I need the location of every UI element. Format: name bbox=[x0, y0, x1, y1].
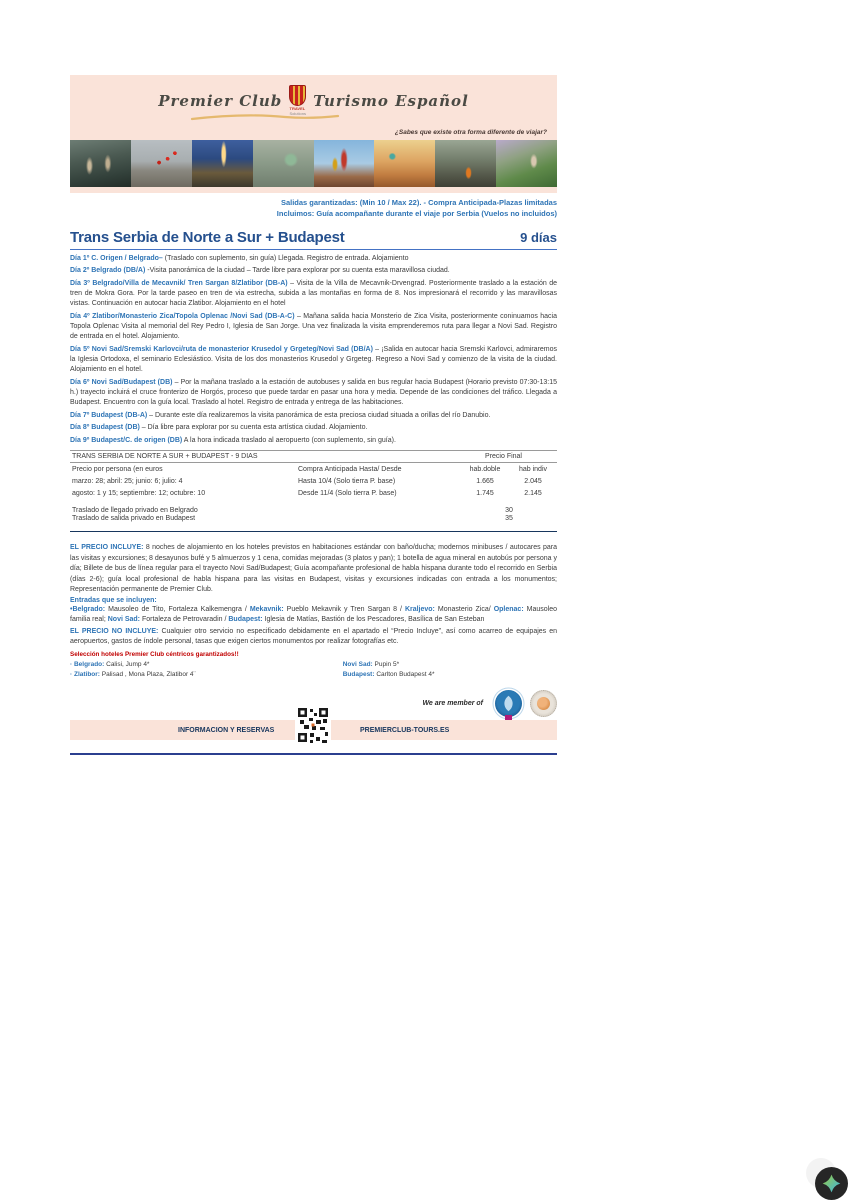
itinerary-day bbox=[70, 279, 557, 309]
price-not-includes-label: EL PRECIO NO INCLUYE: bbox=[70, 627, 159, 635]
entradas-city: Oplenac: bbox=[493, 605, 524, 613]
footer-contact-bar bbox=[70, 720, 557, 740]
section-divider-rule bbox=[70, 531, 557, 532]
photo-green-dome-aerial bbox=[253, 140, 314, 187]
brand-name-left: Premier Club bbox=[158, 91, 283, 110]
entradas-city: Mekavnik: bbox=[249, 605, 284, 613]
entradas-segment bbox=[108, 616, 229, 623]
day-description: – Día libre para explorar por su cuenta esta artística ciudad. Alojamiento. bbox=[139, 424, 368, 432]
itinerary-day bbox=[70, 436, 557, 446]
bottom-blue-rule bbox=[70, 753, 557, 755]
hotel-names: Pupin 5* bbox=[372, 660, 400, 668]
price-row-dates: marzo: 28; abril: 25; junio: 6; julio: 4 bbox=[72, 478, 183, 486]
leaf-icon bbox=[501, 696, 517, 712]
info-reservas-label: INFORMACION Y RESERVAS bbox=[178, 726, 275, 734]
photo-angkor-temple-monks bbox=[435, 140, 496, 187]
entradas-places: Iglesia de Matías, Bastión de los Pescadores, Basílica de San Esteban bbox=[262, 616, 485, 624]
hotel-city: · Belgrado: bbox=[70, 660, 105, 668]
day-heading: Día 9º Budapest/C. de origen (DB) bbox=[70, 437, 183, 444]
entradas-city: Budapest: bbox=[228, 616, 263, 624]
day-description: – Mañana salida hacia Monsterio de Zica Visita, posteriormente coninuamos hacia Topola Oplenac Visita al memorial del Rey Pedro I, Iglesia de San Jorge. Una vez finalizada la visita emprenderemos ruta para llegar a Novi Sad. Registro de entrada en el hotel. Alojamiento. bbox=[70, 312, 557, 341]
price-includes-text: 8 noches de alojamiento en los hoteles previstos en habitaciones estándar con baño/ducha; modernos minibuses / autocares para las visitas y excursiones; 8 desayunos bufé y 5 almuerzos y 1 cena, comidas mejoradas (3 platos y pan); 1 botella de agua mineral en autobús por persona y día; Billete de bus de línea regular para el trayecto Novi Sad/Budapest; Guía acompañante profesional de habla hispana durante todo el recorrido en Serbia (días 2-6); guía local profesional de habla hispana para las visitas en Budapest, visitas y excursiones indicadas con entrada a los monumentos; Representación permanente de Premier Club. bbox=[70, 544, 557, 594]
price-rows bbox=[70, 475, 557, 499]
day-description: – ¡Salida en autocar hacia Sremski Karlovci, admiraremos la Iglesia Ortodoxa, el seminario Eclesiástico. Visita de los dos monasterios Krusedol y Grgeteg. Regreso a Novi Sad y comienzo de la visita de la ciudad. Alojamiento en el hotel. bbox=[70, 345, 558, 374]
entradas-city: Novi Sad: bbox=[107, 616, 141, 624]
photo-hill-church-mountains bbox=[496, 140, 557, 187]
entradas-segment bbox=[228, 616, 484, 623]
itinerary-list bbox=[70, 254, 557, 446]
hotel-line bbox=[343, 660, 557, 670]
qr-code bbox=[295, 703, 331, 747]
notice-line: Incluimos: Guía acompañante durante el viaje por Serbia (Vuelos no incluidos) bbox=[276, 208, 557, 218]
price-row-doble: 1.745 bbox=[476, 490, 494, 498]
day-heading: Día 1º C. Origen / Belgrado– bbox=[70, 254, 163, 262]
price-row-dates: agosto: 1 y 15; septiembre: 12; octubre: 10 bbox=[72, 490, 206, 498]
hotel-city: Novi Sad: bbox=[342, 660, 373, 668]
hotels-left-column bbox=[70, 660, 331, 681]
price-row-compra: Hasta 10/4 (Solo tierra P. base) bbox=[298, 478, 396, 486]
day-heading: Día 3º Belgrado/Villa de Mecavnik/ Tren Sargan 8/Zlatibor (DB-A) bbox=[70, 280, 288, 288]
entradas-city: Kraljevo: bbox=[404, 605, 435, 613]
day-heading: Día 6º Novi Sad/Budapest (DB) bbox=[70, 378, 173, 386]
entradas-segment bbox=[405, 606, 494, 613]
brochure-page bbox=[70, 75, 557, 755]
qr-code-pattern bbox=[296, 704, 330, 746]
day-description: – Por la mañana traslado a la estación de autobuses y salida en bus regular hacia Budapest (Horario previsto 07:30-13:15 h.) trayecto incluirá el cruce fronterizo de Horgós, proceso que puede tardar en pasar una hora y media. Depende de las condiciones del tráfico. Llegada a Budapest. Encuentro con la guía local. Traslado al hotel. Registro de entrada y entrega de las habitaciones. bbox=[70, 378, 557, 407]
entradas-places: Mausoleo familia real; bbox=[70, 605, 558, 624]
hotel-line bbox=[70, 660, 331, 670]
photo-citadel-minaret-dusk bbox=[192, 140, 253, 187]
entradas-segment bbox=[250, 606, 405, 613]
transfer-extra-label: Traslado de llegado privado en Belgrado bbox=[72, 507, 198, 515]
assistant-fab-button[interactable] bbox=[815, 1167, 848, 1200]
itinerary-day bbox=[70, 423, 557, 433]
transfer-extras bbox=[70, 499, 557, 526]
crest-shield-icon bbox=[289, 85, 306, 106]
hotels-guarantee-heading: Selección hoteles Premier Club céntricos garantizados!! bbox=[70, 650, 239, 658]
day-description: A la hora indicada traslado al aeropuerto (con suplemento, sin guía). bbox=[182, 437, 396, 444]
price-row bbox=[70, 487, 557, 499]
hotel-names: Palisad , Mona Plaza, Zlatibor 4¨ bbox=[99, 671, 196, 679]
day-description: – Durante este día realizaremos la visita panorámica de esta preciosa ciudad situada a orillas del río Danubio. bbox=[147, 411, 491, 419]
hotels-right-column bbox=[331, 660, 557, 681]
day-heading: Día 2º Belgrado (DB/A) bbox=[70, 267, 146, 275]
hotel-line bbox=[343, 670, 557, 680]
hotel-city: · Zlatibor: bbox=[70, 671, 100, 679]
crest-subtext: TRAVEL Solutions bbox=[289, 106, 306, 116]
price-final-label: Precio Final bbox=[485, 453, 522, 461]
itinerary-day bbox=[70, 345, 557, 375]
pink-divider-strip bbox=[70, 187, 557, 193]
col-header-indiv: hab indiv bbox=[518, 466, 548, 474]
price-row-compra: Desde 11/4 (Solo tierra P. base) bbox=[298, 490, 397, 498]
entradas-city: •Belgrado: bbox=[70, 605, 106, 613]
day-description: (Traslado con suplemento, sin guía) Llegada. Registro de entrada. Alojamiento bbox=[162, 254, 409, 262]
entradas-paragraph bbox=[70, 605, 557, 626]
day-heading: Día 4º Zlatibor/Monasterio Zica/Topola Oplenac /Novi Sad (DB-A-C) bbox=[70, 312, 295, 320]
price-includes-paragraph bbox=[70, 543, 557, 596]
membership-badge-tan-icon bbox=[530, 690, 557, 717]
member-of-label: We are member of bbox=[422, 699, 483, 707]
entradas-places: Pueblo Mekavnik y Tren Sargan 8 / bbox=[283, 605, 405, 613]
hotel-names: Carlton Budapest 4* bbox=[374, 671, 435, 679]
col-header-compra: Compra Anticipada Hasta/ Desde bbox=[298, 466, 402, 474]
price-includes-label: EL PRECIO INCLUYE: bbox=[70, 544, 144, 552]
membership-badge-blue-icon bbox=[495, 690, 522, 717]
day-description: -Visita panorámica de la ciudad – Tarde libre para explorar por su cuenta esta maravillosa ciudad. bbox=[145, 267, 450, 275]
day-description: – Visita de la Villa de Mecavnik-Drvengrad. Posteriormente traslado a la estación de tren de Mokra Gora. Por la tarde paseo en tren de via estrecha, subida a las montañas en forma de 8. Nos impresionará el recorrido y las maravillosas vistas. Continuación en autocar hacia Zlatibor. Alojamiento en el hotel bbox=[70, 280, 557, 308]
itinerary-day bbox=[70, 254, 557, 264]
guarantee-notices bbox=[70, 198, 557, 220]
transfer-extra-label: Traslado de salida privado en Budapest bbox=[72, 515, 196, 523]
tour-duration: 9 días bbox=[520, 229, 557, 245]
hotel-line bbox=[70, 670, 331, 680]
price-row bbox=[70, 475, 557, 487]
entradas-heading: Entradas que se incluyen: bbox=[70, 596, 157, 604]
col-header-dates: Precio por persona (en euros bbox=[72, 466, 163, 474]
transfer-extra-value: 30 bbox=[505, 507, 513, 515]
notice-line: Salidas garantizadas: (Min 10 / Max 22). - Compra Anticipada-Plazas limitadas bbox=[280, 198, 557, 207]
price-row-doble: 1.665 bbox=[476, 478, 494, 486]
price-table-title: TRANS SERBIA DE NORTE A SUR + BUDAPEST - 9 DIAS bbox=[72, 453, 258, 461]
entradas-segment bbox=[70, 606, 250, 613]
price-not-includes-paragraph bbox=[70, 627, 557, 648]
brand-header bbox=[70, 75, 557, 140]
price-table-headers bbox=[70, 463, 557, 475]
itinerary-day bbox=[70, 312, 557, 342]
tour-title: Trans Serbia de Norte a Sur + Budapest bbox=[70, 228, 345, 246]
day-heading: Día 8º Budapest (DB) bbox=[70, 424, 140, 432]
day-heading: Día 7º Budapest (DB-A) bbox=[70, 411, 148, 419]
itinerary-day bbox=[70, 411, 557, 421]
price-table bbox=[70, 450, 557, 526]
transfer-extra-value: 35 bbox=[505, 515, 513, 523]
entradas-places: Monasterio Zica/ bbox=[434, 605, 494, 613]
website-link[interactable]: PREMIERCLUB-TOURS.ES bbox=[360, 726, 450, 734]
price-not-includes-text: Cualquier otro servicio no especificado debidamente en el apartado el “Precio Incluye”, así como acarreo de equipajes en aeropuertos, gastos de índole personal, tasas que exigen ciertos monumentos por realizar fotografías etc. bbox=[70, 627, 558, 646]
tour-title-row bbox=[70, 229, 557, 250]
destination-photo-strip bbox=[70, 140, 557, 187]
hotel-city: Budapest: bbox=[342, 671, 375, 679]
photo-city-wall-red-lanterns bbox=[131, 140, 192, 187]
hotel-names: Calisi, Jump 4* bbox=[104, 660, 150, 668]
itinerary-day bbox=[70, 378, 557, 408]
brand-name-right: Turismo Español bbox=[313, 91, 469, 110]
entradas-places: Mausoleo de Tito, Fortaleza Kalkemengra / bbox=[105, 605, 250, 613]
day-heading: Día 5º Novi Sad/Sremski Karlovci/ruta de monasterior Krusedol y Grgeteg/Novi Sad (DB/A) bbox=[70, 345, 373, 353]
brand-tagline: ¿Sabes que existe otra forma diferente de viajar? bbox=[394, 129, 547, 136]
photo-khiva-sunset bbox=[374, 140, 435, 187]
col-header-doble: hab.doble bbox=[469, 466, 501, 474]
entradas-places: Fortaleza de Petrovaradin / bbox=[140, 616, 229, 624]
hotels-columns bbox=[70, 660, 557, 681]
four-point-star-icon bbox=[821, 1173, 842, 1194]
itinerary-day bbox=[70, 266, 557, 276]
price-row-indiv: 2.145 bbox=[524, 490, 542, 498]
price-row-indiv: 2.045 bbox=[524, 478, 542, 486]
seal-core-icon bbox=[537, 697, 550, 710]
photo-rain-dancers bbox=[70, 140, 131, 187]
gold-swoosh bbox=[190, 111, 340, 123]
photo-st-basil-cathedral bbox=[314, 140, 375, 187]
